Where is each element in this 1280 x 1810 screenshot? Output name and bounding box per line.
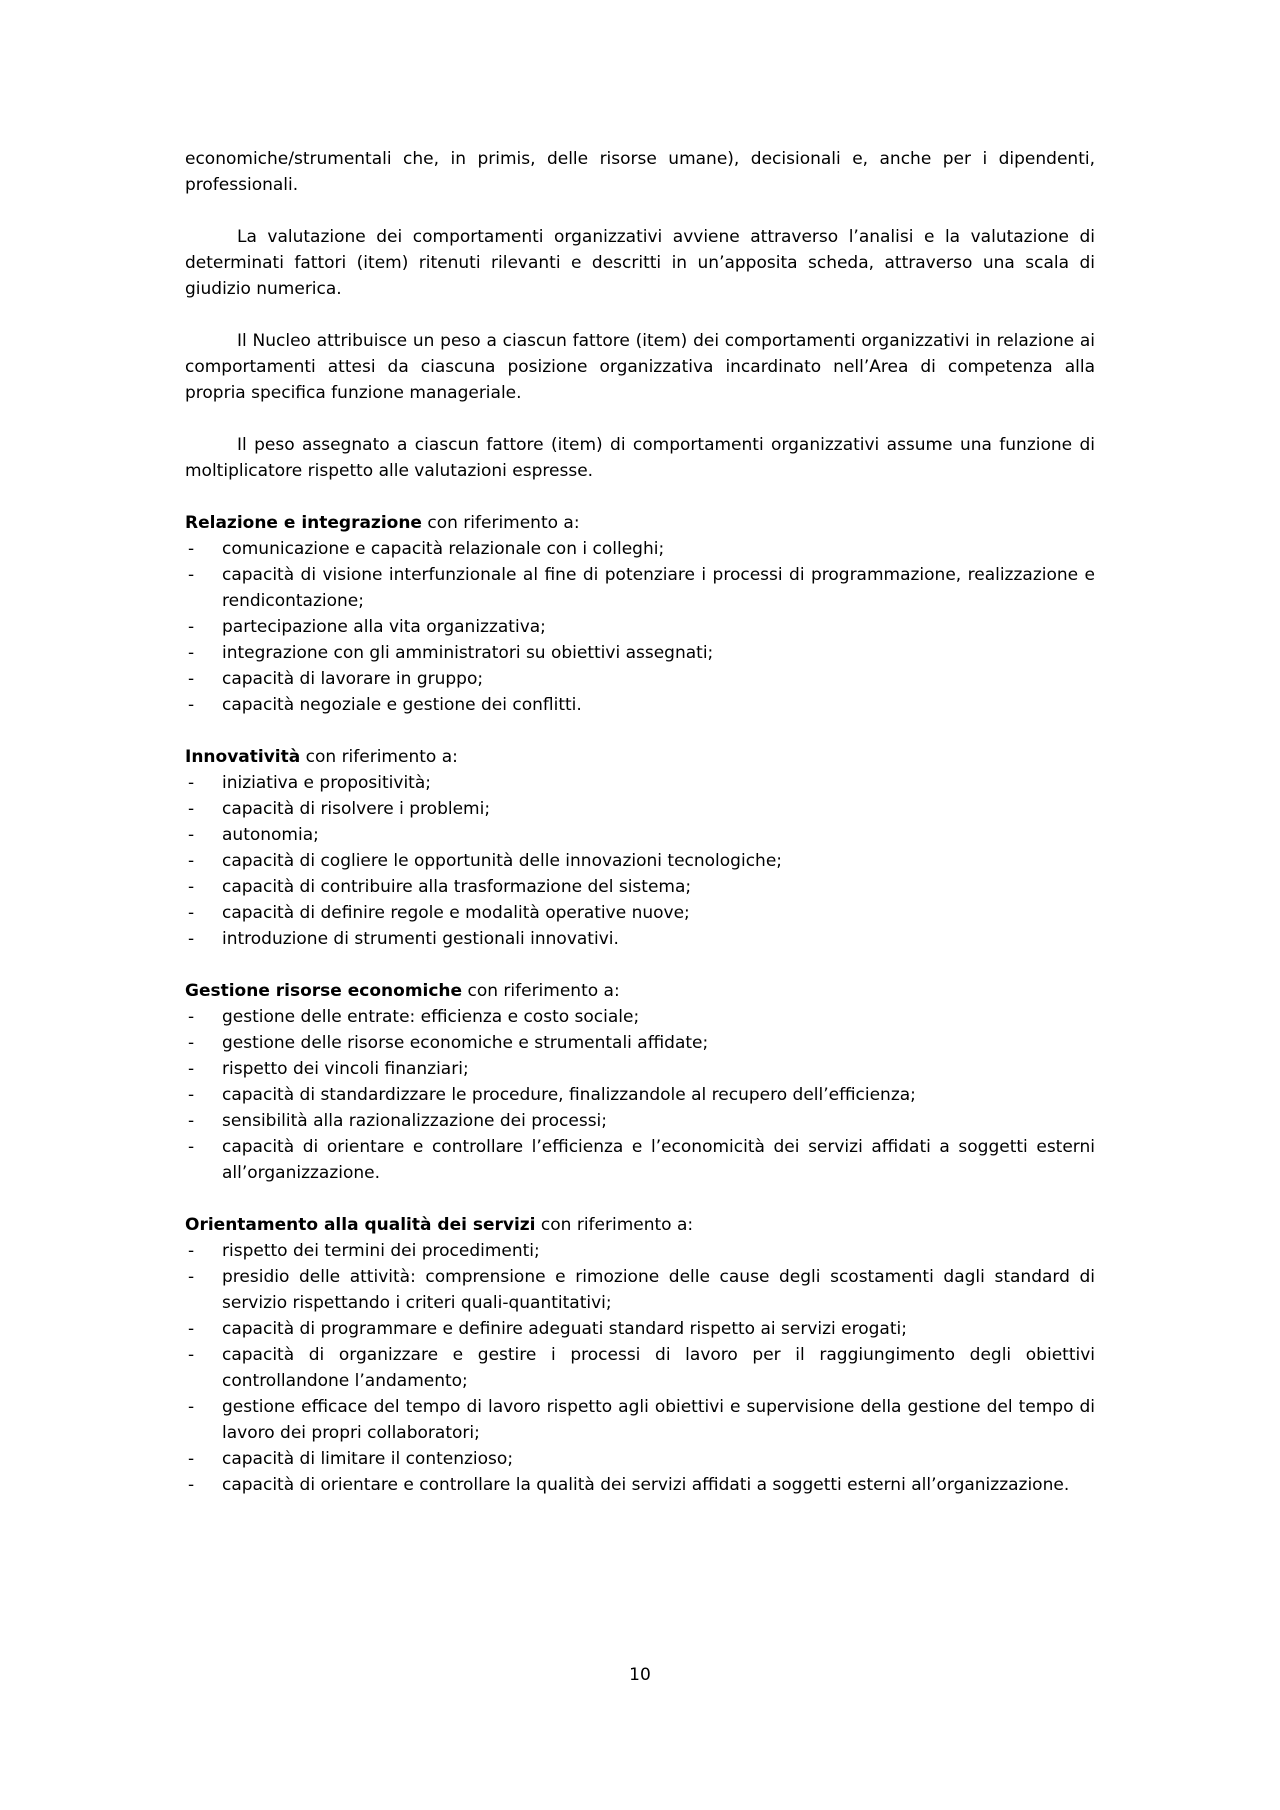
section-heading [185,1212,1095,1238]
dash-marker: - [188,1397,195,1417]
paragraph: Il Nucleo attribuisce un peso a ciascun fattore (item) dei comportamenti organizzativi in relazione ai comportamenti attesi da ciascuna posizione organizzativa incardinato nell’Area di competenza alla propria specifica funzione manageriale. [185,331,1095,403]
list-item [185,900,1095,926]
list-item-text: comunicazione e capacità relazionale con i colleghi; [222,539,665,559]
dash-marker: - [188,1137,195,1157]
dash-marker: - [188,1345,195,1365]
section-title-suffix: con riferimento a: [535,1215,694,1235]
section-title: Innovatività [185,747,301,767]
page-number: 10 [629,1665,651,1685]
dash-marker: - [188,1033,195,1053]
dash-marker: - [188,539,195,559]
list-item-text: capacità negoziale e gestione dei conflitti. [222,695,582,715]
list-item-text: iniziativa e propositività; [222,773,431,793]
dash-marker: - [188,825,195,845]
list-item [185,1446,1095,1472]
bullet-list [185,536,1095,718]
list-item-text: rispetto dei termini dei procedimenti; [222,1241,540,1261]
list-item-text: introduzione di strumenti gestionali innovativi. [222,929,619,949]
list-item [185,1394,1095,1446]
list-item-text: gestione delle entrate: efficienza e costo sociale; [222,1007,640,1027]
list-item-text: capacità di risolvere i problemi; [222,799,491,819]
dash-marker: - [188,1319,195,1339]
list-item [185,1030,1095,1056]
bullet-list [185,1004,1095,1186]
list-item [185,770,1095,796]
list-item [185,1316,1095,1342]
section-heading [185,510,1095,536]
dash-marker: - [188,1059,195,1079]
list-item-text: gestione delle risorse economiche e strumentali affidate; [222,1033,709,1053]
dash-marker: - [188,851,195,871]
list-item [185,796,1095,822]
list-item [185,1472,1095,1498]
list-item-text: capacità di orientare e controllare la qualità dei servizi affidati a soggetti esterni all’organizzazione. [222,1475,1070,1495]
list-item-text: capacità di visione interfunzionale al fine di potenziare i processi di programmazione, realizzazione e rendicontazione; [222,565,1095,611]
list-item [185,562,1095,614]
list-item-text: sensibilità alla razionalizzazione dei processi; [222,1111,607,1131]
dash-marker: - [188,643,195,663]
list-item [185,1056,1095,1082]
list-item [185,1108,1095,1134]
dash-marker: - [188,669,195,689]
document-body [185,146,1095,1524]
list-item [185,1264,1095,1316]
bullet-list [185,1238,1095,1498]
section-title-suffix: con riferimento a: [421,513,580,533]
list-item-text: capacità di contribuire alla trasformazione del sistema; [222,877,692,897]
dash-marker: - [188,1475,195,1495]
dash-marker: - [188,1007,195,1027]
section-orientamento-qualita-servizi [185,1212,1095,1498]
list-item-text: gestione efficace del tempo di lavoro rispetto agli obiettivi e supervisione della gestione del tempo di lavoro dei propri collaboratori; [222,1397,1095,1443]
list-item-text: partecipazione alla vita organizzativa; [222,617,546,637]
list-item [185,666,1095,692]
dash-marker: - [188,617,195,637]
paragraph: Il peso assegnato a ciascun fattore (item) di comportamenti organizzativi assume una funzione di moltiplicatore rispetto alle valutazioni espresse. [185,435,1095,481]
list-item-text: integrazione con gli amministratori su obiettivi assegnati; [222,643,714,663]
list-item [185,640,1095,666]
list-item [185,536,1095,562]
dash-marker: - [188,565,195,585]
section-title-suffix: con riferimento a: [300,747,458,767]
list-item [185,822,1095,848]
list-item [185,848,1095,874]
section-title: Gestione risorse economiche [185,981,463,1001]
list-item [185,1082,1095,1108]
dash-marker: - [188,1267,195,1287]
section-relazione-e-integrazione [185,510,1095,718]
bullet-list [185,770,1095,952]
dash-marker: - [188,1241,195,1261]
dash-marker: - [188,799,195,819]
list-item [185,614,1095,640]
list-item [185,874,1095,900]
list-item [185,1342,1095,1394]
list-item-text: capacità di programmare e definire adeguati standard rispetto ai servizi erogati; [222,1319,907,1339]
list-item [185,1134,1095,1186]
list-item-text: presidio delle attività: comprensione e rimozione delle cause degli scostamenti dagli standard di servizio rispettando i criteri quali-quantitativi; [222,1267,1095,1313]
list-item [185,1004,1095,1030]
list-item-text: autonomia; [222,825,319,845]
dash-marker: - [188,877,195,897]
list-item-text: capacità di orientare e controllare l’efficienza e l’economicità dei servizi affidati a soggetti esterni all’organizzazione. [222,1137,1095,1183]
list-item-text: capacità di lavorare in gruppo; [222,669,484,689]
dash-marker: - [188,1449,195,1469]
section-title: Relazione e integrazione [185,513,422,533]
section-heading [185,978,1095,1004]
list-item-text: rispetto dei vincoli finanziari; [222,1059,469,1079]
dash-marker: - [188,695,195,715]
list-item-text: capacità di definire regole e modalità operative nuove; [222,903,690,923]
list-item-text: capacità di cogliere le opportunità delle innovazioni tecnologiche; [222,851,783,871]
paragraph: La valutazione dei comportamenti organizzativi avviene attraverso l’analisi e la valutazione di determinati fattori (item) ritenuti rilevanti e descritti in un’apposita scheda, attraverso una scala di giudizio numerica. [185,227,1095,299]
list-item-text: capacità di limitare il contenzioso; [222,1449,514,1469]
list-item [185,1238,1095,1264]
section-gestione-risorse-economiche [185,978,1095,1186]
section-title: Orientamento alla qualità dei servizi [185,1215,536,1235]
dash-marker: - [188,903,195,923]
list-item-text: capacità di standardizzare le procedure, finalizzandole al recupero dell’efficienza; [222,1085,916,1105]
list-item [185,926,1095,952]
dash-marker: - [188,1085,195,1105]
paragraph: economiche/strumentali che, in primis, delle risorse umane), decisionali e, anche per i dipendenti, professionali. [185,149,1095,195]
dash-marker: - [188,1111,195,1131]
list-item-text: capacità di organizzare e gestire i processi di lavoro per il raggiungimento degli obiettivi controllandone l’andamento; [222,1345,1095,1391]
dash-marker: - [188,773,195,793]
list-item [185,692,1095,718]
section-title-suffix: con riferimento a: [462,981,620,1001]
dash-marker: - [188,929,195,949]
section-innovativita [185,744,1095,952]
section-heading [185,744,1095,770]
